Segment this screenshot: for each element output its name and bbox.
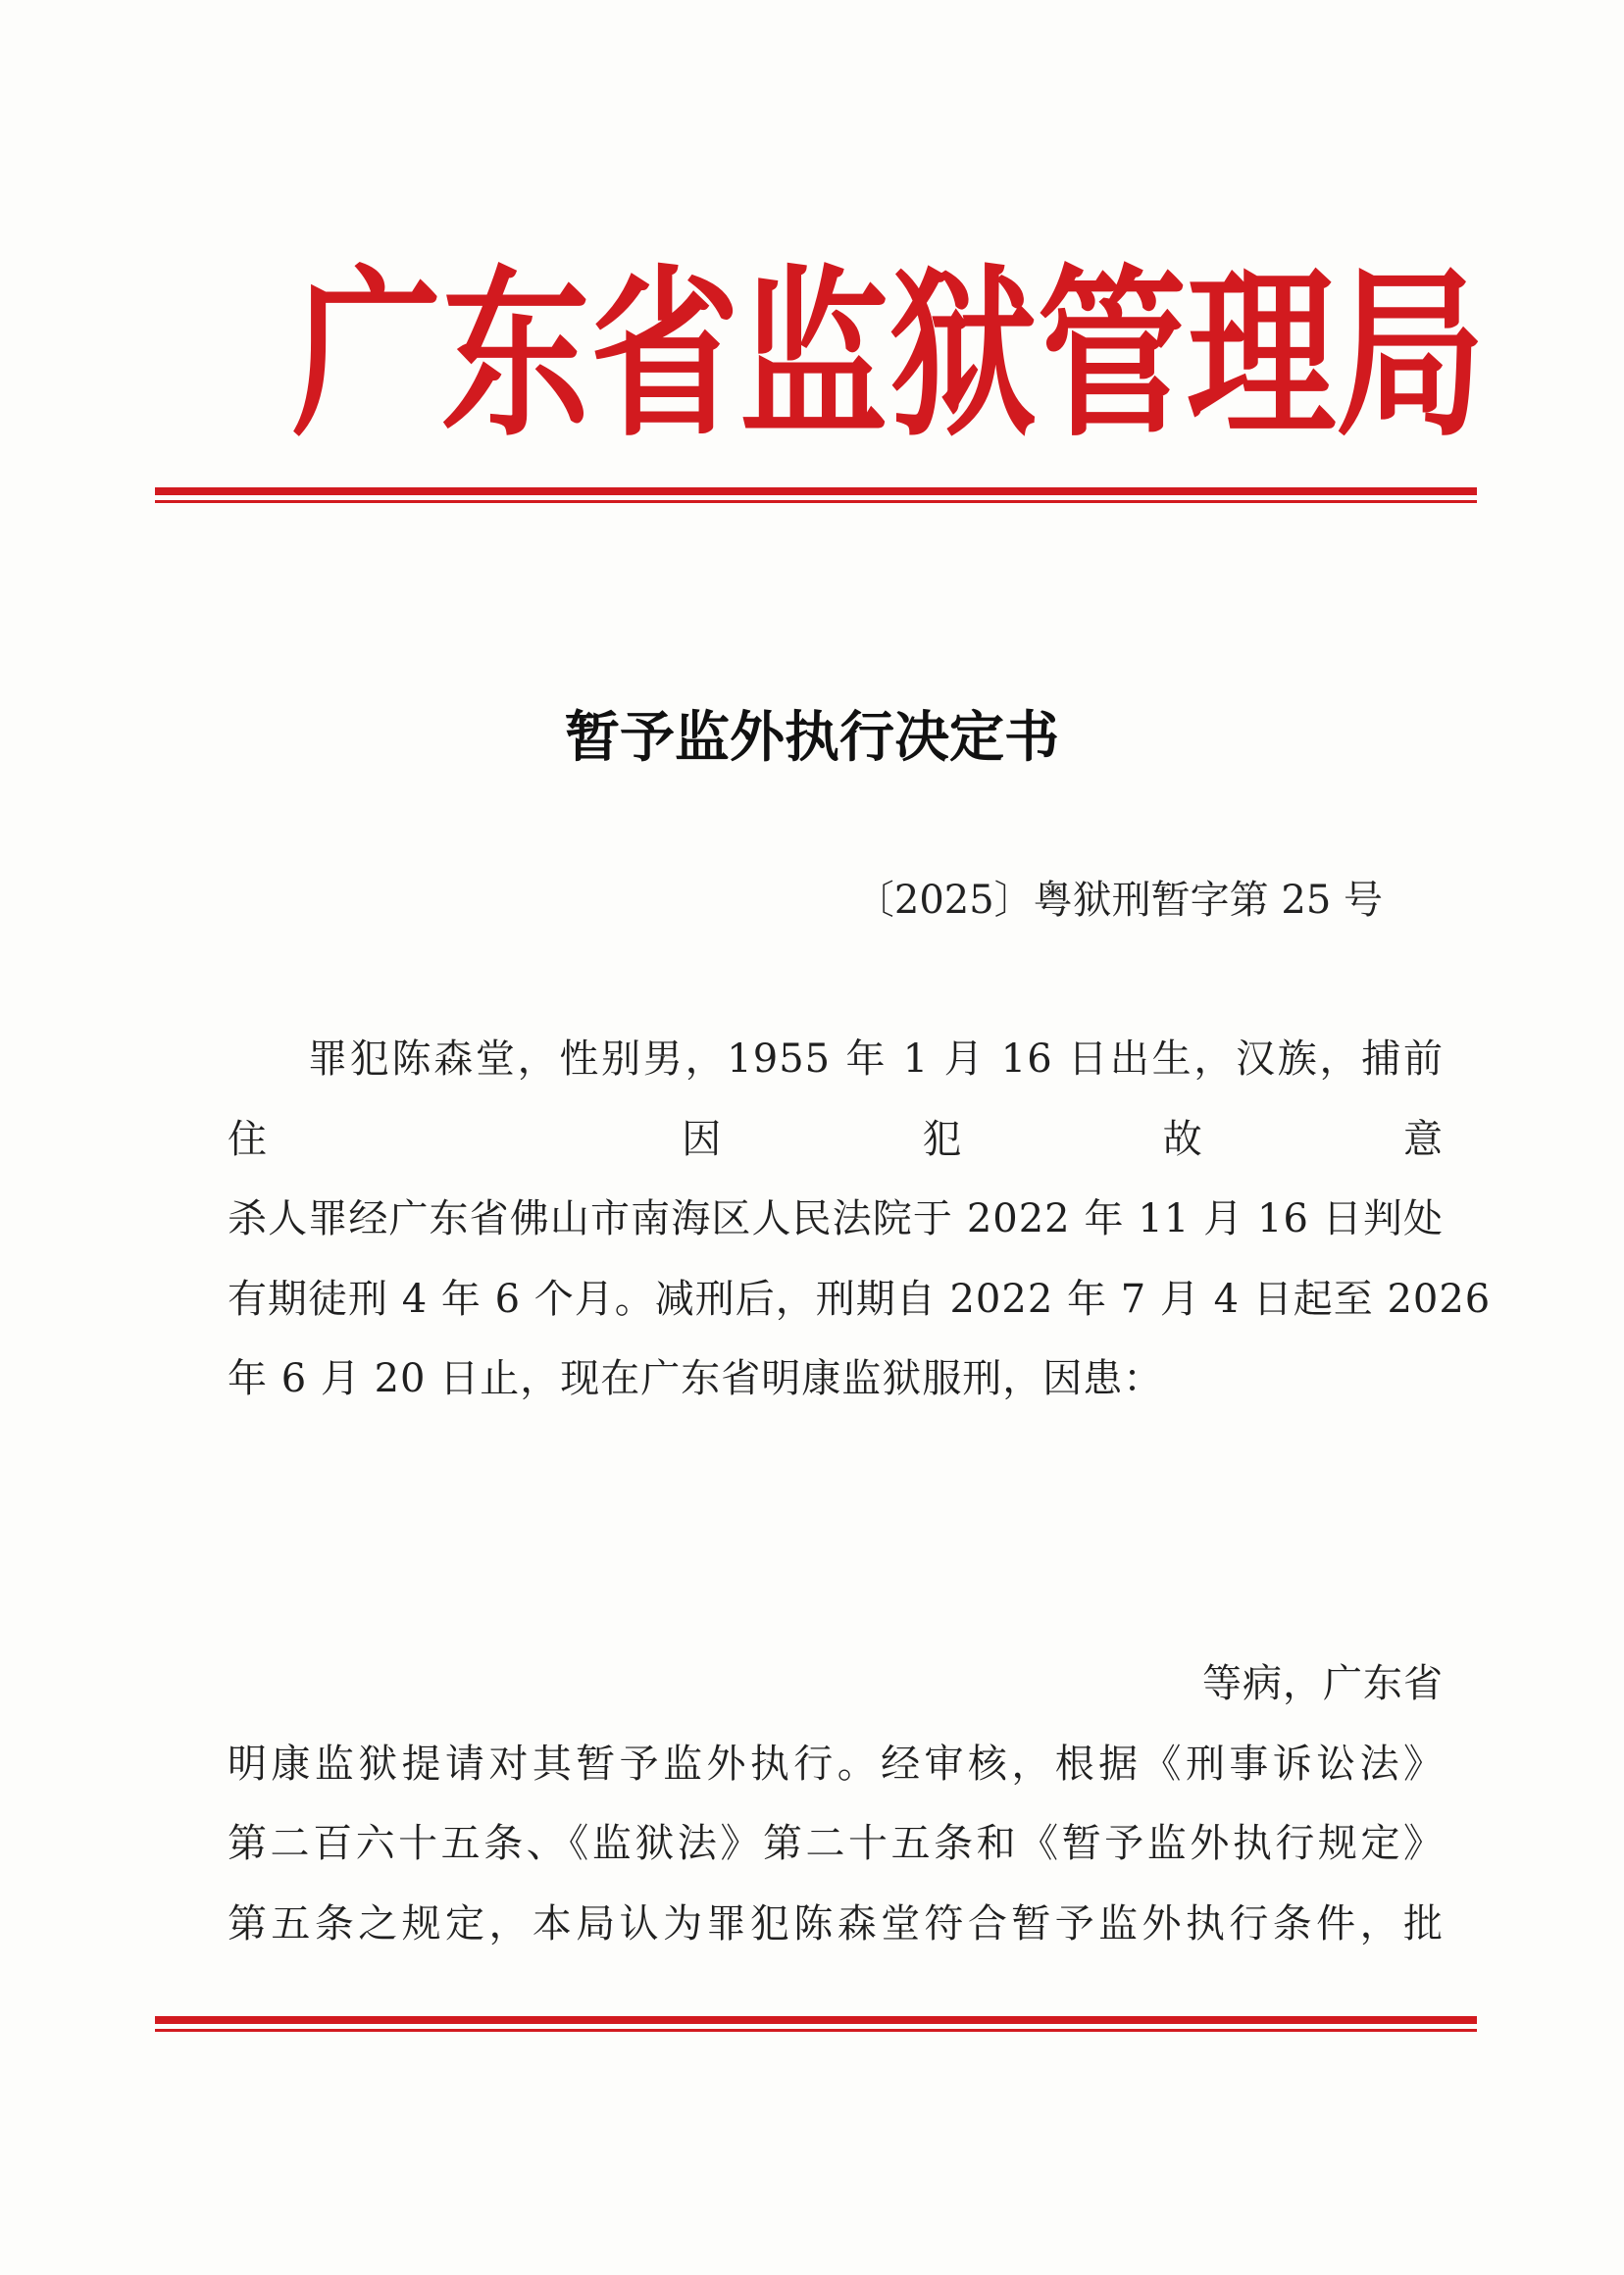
text-line: 有期徒刑 4 年 6 个月。减刑后，刑期自 2022 年 7 月 4 日起至 2026 xyxy=(228,1276,1492,1322)
footer-red-rule xyxy=(155,2016,1477,2032)
text-line: 第五条之规定，本局认为罪犯陈森堂符合暂予监外执行条件，批 xyxy=(228,1900,1444,1946)
text-line: 等病，广东省 xyxy=(1202,1661,1444,1706)
masthead-char: 狱 xyxy=(888,249,1038,462)
text-line: 罪犯陈森堂，性别男，1955 年 1 月 16 日出生，汉族，捕前 xyxy=(308,1036,1444,1082)
text-line: 第二百六十五条、《监狱法》第二十五条和《暂予监外执行规定》 xyxy=(228,1821,1444,1866)
masthead-char: 省 xyxy=(590,249,739,462)
text-line: 明康监狱提请对其暂予监外执行。经审核，根据《刑事诉讼法》 xyxy=(228,1741,1444,1787)
document-title: 暂予监外执行决定书 xyxy=(565,706,1059,770)
text-line: 杀人罪经广东省佛山市南海区人民法院于 2022 年 11 月 16 日判处 xyxy=(228,1196,1444,1241)
text-fragment: 住 xyxy=(228,1116,469,1162)
masthead-char: 广 xyxy=(292,249,441,462)
text-line: 年 6 月 20 日止，现在广东省明康监狱服刑，因患： xyxy=(228,1356,1164,1401)
rule-thin-line xyxy=(155,2029,1477,2032)
body-paragraph-2 xyxy=(228,1644,1444,1964)
masthead-char: 管 xyxy=(1038,249,1187,462)
text-line-redacted xyxy=(228,1100,1444,1181)
masthead-issuer-name xyxy=(292,249,1485,462)
rule-thick-line xyxy=(155,2016,1477,2024)
masthead-char: 局 xyxy=(1336,249,1485,462)
text-fragment: 因犯故意 xyxy=(682,1116,1445,1162)
masthead-char: 东 xyxy=(441,249,590,462)
masthead-char: 监 xyxy=(739,249,888,462)
body-paragraph-1 xyxy=(228,1020,1492,1420)
rule-thick-line xyxy=(155,487,1477,495)
rule-thin-line xyxy=(155,500,1477,503)
masthead-char: 理 xyxy=(1187,249,1336,462)
document-number: 〔2025〕粤狱刑暂字第 25 号 xyxy=(854,878,1383,923)
header-red-rule xyxy=(155,487,1477,503)
